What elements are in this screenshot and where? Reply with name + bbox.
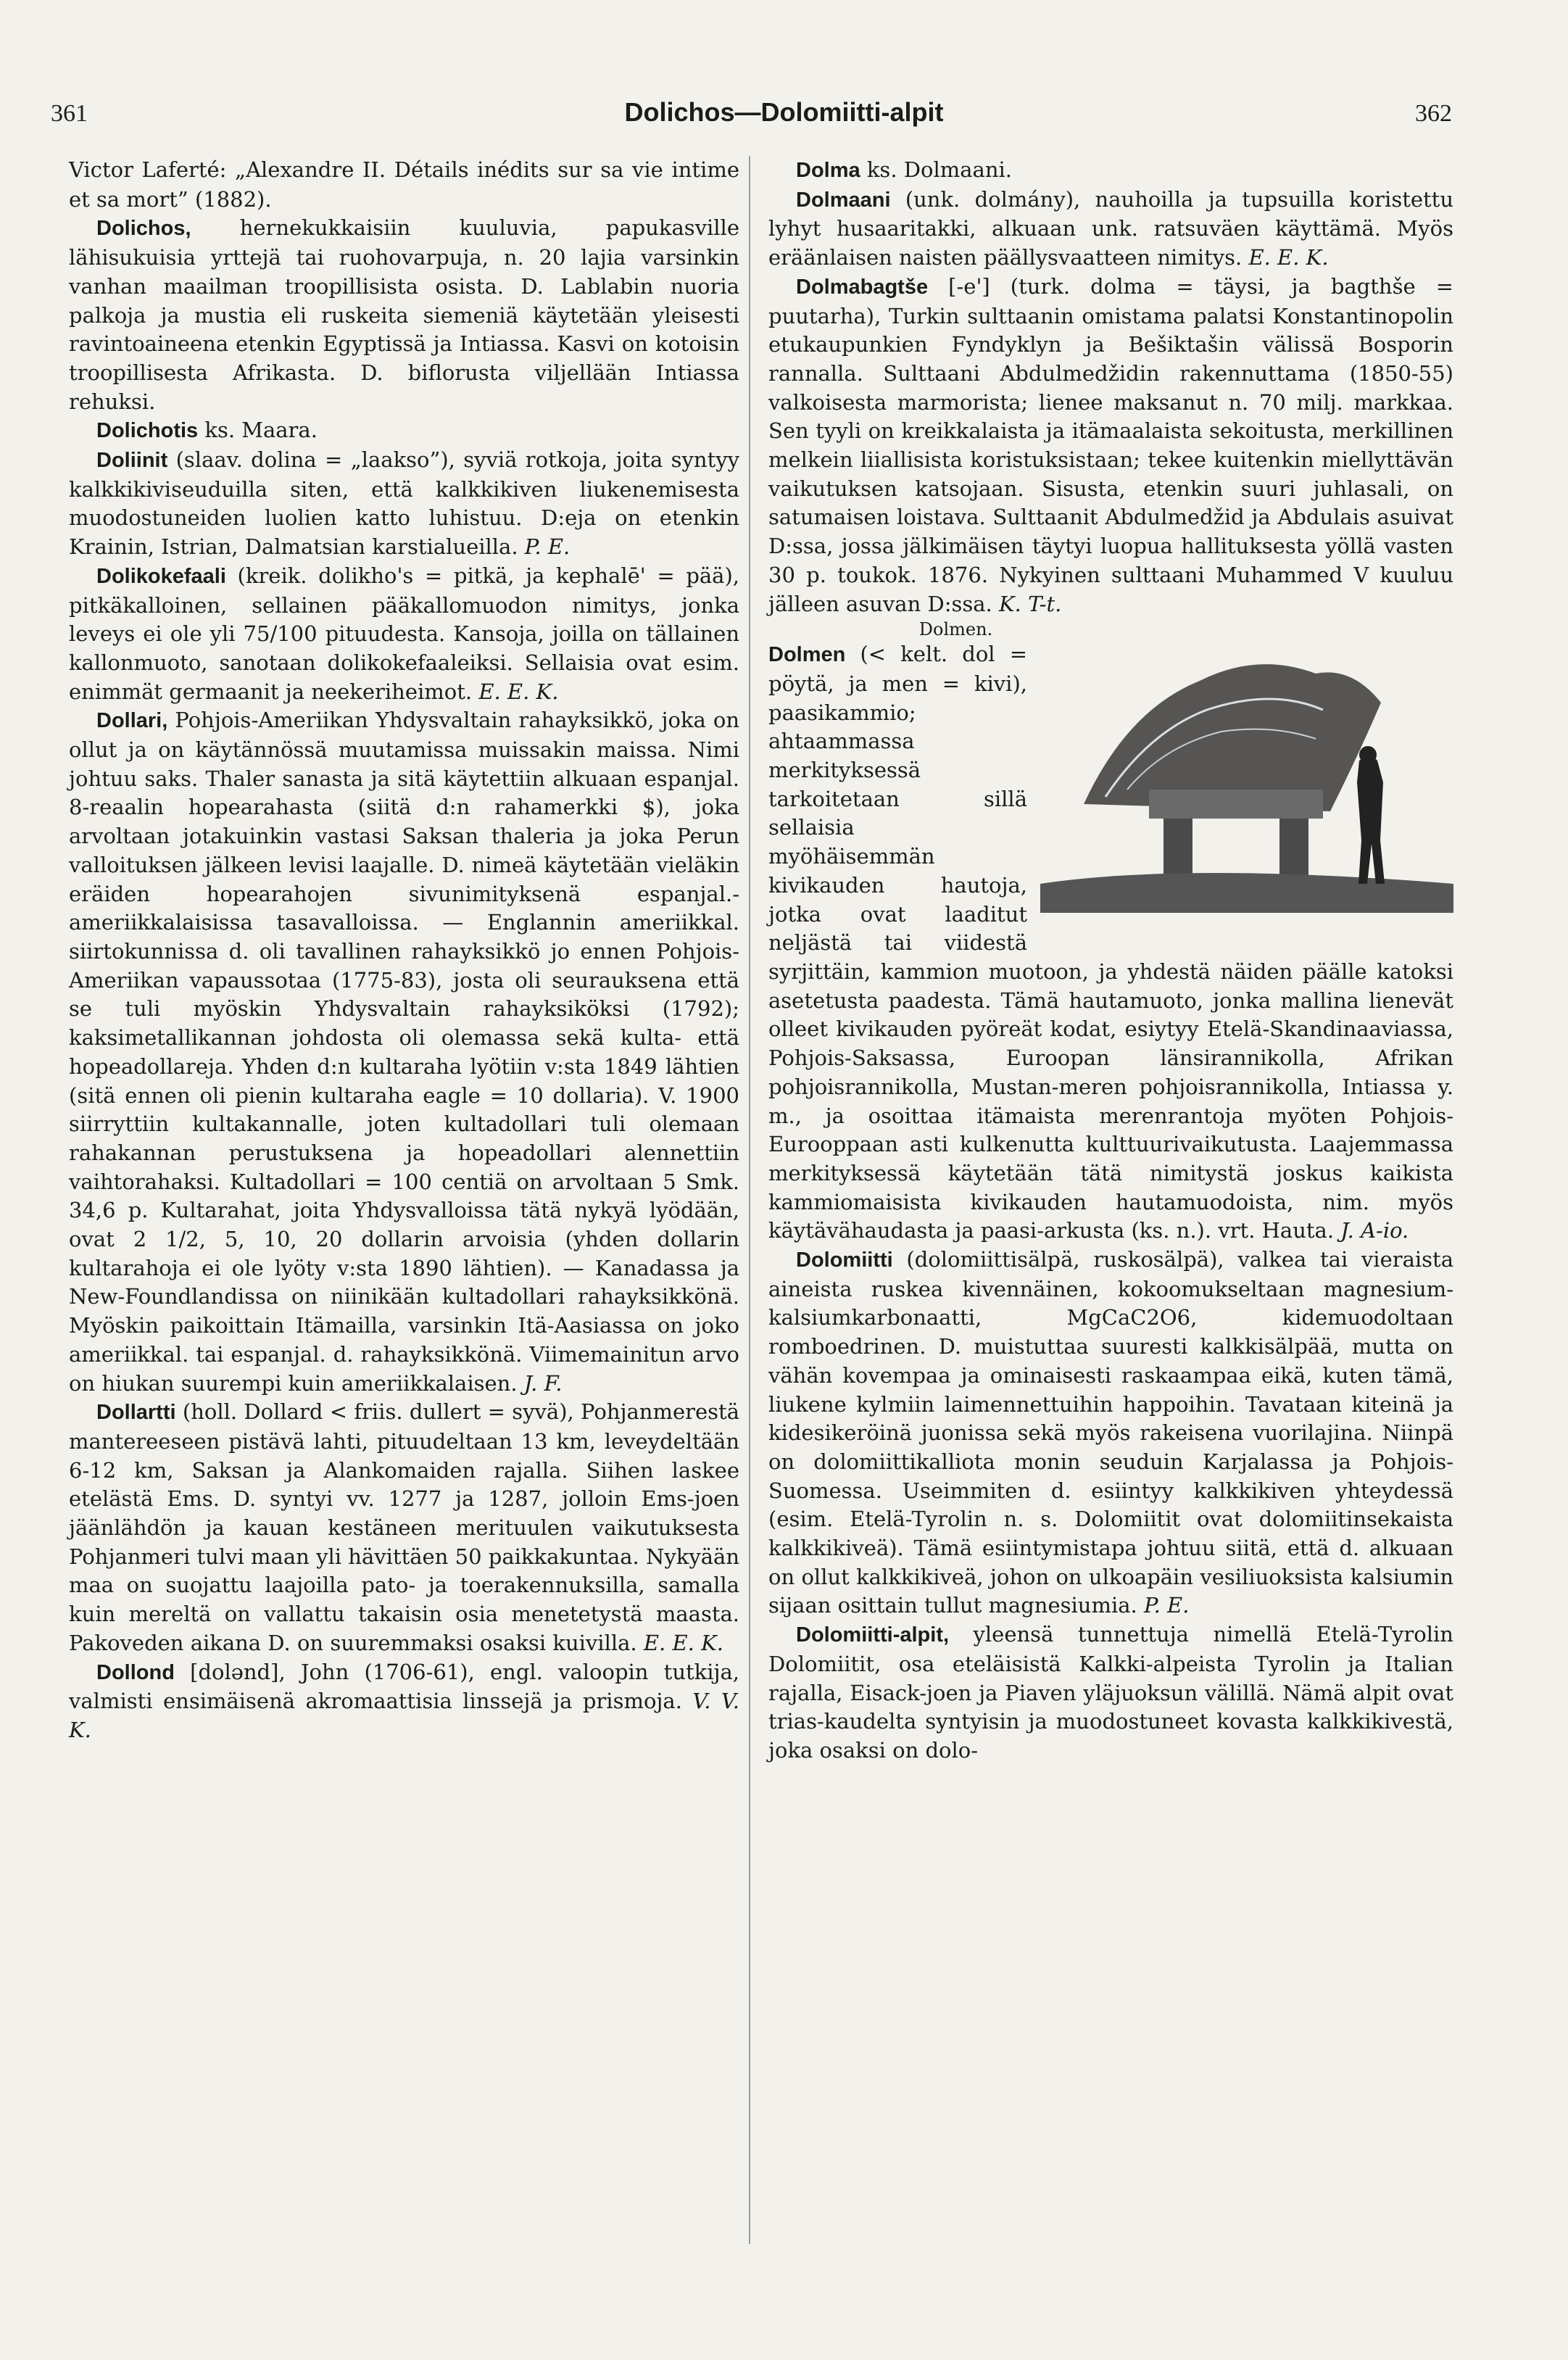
entry xyxy=(69,562,739,707)
entry xyxy=(768,1246,1453,1620)
entry xyxy=(768,273,1453,618)
entry xyxy=(69,446,739,562)
entry-text: (kreik. dolikho's = pitkä, ja kephalē' = pää), pitkäkalloinen, sellainen pääkallomuodon nimitys, jonka leveys ei ole yli 75/100 pituudesta. Kansoja, joilla on tällainen kallonmuoto, sanotaan dolikokefaaleiksi. Sellaisia ovat esim. enimmät germaanit ja neekeriheimot. xyxy=(69,563,739,704)
headword: Dollartti xyxy=(96,1401,176,1425)
entry-signature: K. T-t. xyxy=(998,591,1062,616)
headword: Dolmabagtše xyxy=(796,275,929,299)
entry-signature: P. E. xyxy=(524,534,571,560)
figure-caption: Dolmen. xyxy=(918,619,993,640)
running-title: Dolichos—Dolomiitti-alpit xyxy=(624,97,944,127)
entry-text: (holl. Dollard < friis. dullert = syvä), Pohjanmerestä mantereeseen pistävä lahti, pituudeltaan 13 km, leveydeltään 6-12 km, Saksan ja Alankomaiden rajalla. Siihen laskee etelästä Ems. D. syntyi vv. 1277 ja 1287, jolloin Ems-joen jäänlähdön ja kauan kestäneen merituulen vaikutuksesta Pohjanmeri tulvi maan yli hävittäen 50 paikkakuntaa. Nykyään maa on suojattu laajoilla pato- ja toerakennuksilla, samalla kuin mereltä on vallattu takaisin osia menetetystä maasta. Pakoveden aikana D. on suuremmaksi osaksi kuivilla. xyxy=(69,1399,739,1655)
entry-text: yleensä tunnettuja nimellä Etelä-Tyrolin Dolomiitit, osa eteläisistä Kalkki-alpeista Tyrolin ja Italian rajalla, Eisack-joen ja Piaven yläjuoksun välillä. Nämä alpit ovat trias-kaudelta syntyisin ja muodostuneet kovasta kalkkikivestä, joka osaksi on dolo- xyxy=(768,1622,1453,1763)
entry-text: Victor Laferté: „Alexandre II. Détails inédits sur sa vie intime et sa mort” (1882). xyxy=(69,157,739,212)
headword: Dolomiitti-alpit, xyxy=(796,1623,950,1647)
dolmen-figure xyxy=(1040,623,1453,935)
headword: Dolmen xyxy=(768,643,846,667)
entry-text: (< kelt. dol = pöytä, ja men = kivi), paasikammio; ahtaammassa merkityksessä tarkoitetaan sillä sellaisia myöhäisemmän kivikauden hautoja, jotka ovat laaditut neljästä tai viidestä syrjittäin, kammion muotoon, ja yhdestä näiden päälle katoksi asetetusta paadesta. Tämä hautamuoto, jonka mallina lienevät olleet kivikauden pyöreät kodat, esiytyy Etelä-Skandinaaviassa, Pohjois-Saksassa, Euroopan länsirannikolla, Afrikan pohjoisrannikolla, Mustan-meren pohjoisrannikolla, Intiassa y. m., ja osoittaa itämaista merenrantoja myöten Pohjois-Eurooppaan asti kulkenutta kulttuurivaikutusta. Laajemmassa merkityksessä käytetään tätä nimitystä joskus kaikista kammiomaisista kivikauden hautamuodoista, nim. myös käytävähaudasta ja paasi-arkusta (ks. n.). vrt. Hauta. xyxy=(768,642,1453,1243)
entry-text: [dolənd], John (1706-61), engl. valoopin tutkija, valmisti ensimäisenä akromaattisia linssejä ja prismoja. xyxy=(69,1659,739,1714)
entry-text: (unk. dolmány), nauhoilla ja tupsuilla koristettu lyhyt husaaritakki, alkuaan unk. ratsuväen käyttämä. Myös eräänlaisen naisten päällysvaatteen nimitys. xyxy=(768,186,1453,270)
entry xyxy=(69,1398,739,1657)
column-divider xyxy=(749,156,750,2244)
left-column xyxy=(69,156,739,1745)
entry-signature: E. E. K. xyxy=(1248,245,1329,270)
entry xyxy=(69,416,739,446)
page-number-left: 361 xyxy=(51,100,88,127)
entry-signature: J. A-io. xyxy=(1340,1218,1409,1243)
entry xyxy=(768,186,1453,273)
headword: Dolichotis xyxy=(96,419,199,443)
entry-text: ks. Maara. xyxy=(198,418,318,443)
headword: Dolomiitti xyxy=(796,1249,893,1272)
entry xyxy=(69,156,739,214)
headword: Dolikokefaali xyxy=(96,564,226,588)
entry-text: (dolomiittisälpä, ruskosälpä), valkea tai vieraista aineista ruskea kivennäinen, kokoomukseltaan magnesium-kalsiumkarbonaatti, MgCaC2O6, kidemuodoltaan romboedrinen. D. muistuttaa suuresti kalkkisälpää, mutta on vähän kovempaa ja ominaisesti raskaampaa eikä, kuten tämä, liukene kylmiin laimennettuihin happoihin. Tavataan kiteinä ja kidesikeröinä juonissa sekä myös rakeisena vuorilajina. Niinpä on dolomiittikalliota monin seuduin Karjalassa ja Pohjois-Suomessa. Useimmiten d. esiintyy kalkkikiven yhteydessä (esim. Etelä-Tyrolin n. s. Dolomiitit ovat dolomiitinsekaista kalkkikiveä). Tämä esiintymistapa johtuu siitä, että d. alkuaan on ollut kalkkikiveä, johon on ulkoapäin vesiliuoksista kalsiumin sijaan osittain tullut magnesiumia. xyxy=(768,1247,1453,1618)
headword: Dollari, xyxy=(96,709,168,733)
page-header xyxy=(0,94,1568,138)
page-number-right: 362 xyxy=(1415,100,1452,127)
entry-signature: J. F. xyxy=(523,1370,563,1396)
entry xyxy=(69,706,739,1398)
entry xyxy=(768,156,1453,186)
entry-signature: P. E. xyxy=(1143,1593,1190,1618)
entry-text: (slaav. dolina = „laakso”), syviä rotkoja, joita syntyy kalkkikiviseuduilla siten, että kalkkikiven liukenemisesta muodostuneiden luolien katto luhistuu. D:eja on etenkin Krainin, Istrian, Dalmatsian karstialueilla. xyxy=(69,447,739,560)
headword: Dolmaani xyxy=(796,188,891,212)
entry xyxy=(69,214,739,416)
entry-text: ks. Dolmaani. xyxy=(860,157,1012,182)
headword: Dolichos, xyxy=(96,217,191,241)
headword: Doliinit xyxy=(96,449,168,473)
entry-text: hernekukkaisiin kuuluvia, papukasville lähisukuisia yrttejä tai ruohovarpuja, n. 20 lajia varsinkin vanhan maailman troopillisista osista. D. Lablabin nuoria palkoja ja mustia eli ruskeita siemeniä käytetään yleisesti ravintoaineena etenkin Egyptissä ja Intiassa. Kasvi on kotoisin troopillisesta Afrikasta. D. biflorusta viljellään Intiassa rehuksi. xyxy=(69,215,739,414)
entry-signature: E. E. K. xyxy=(643,1630,723,1655)
headword: Dolma xyxy=(796,159,860,182)
entry-signature: E. E. K. xyxy=(478,679,559,704)
right-column xyxy=(768,156,1453,1765)
entry xyxy=(768,1620,1453,1765)
entry-text: [-e'] (turk. dolma = täysi, ja bagthše = puutarha), Turkin sulttaanin omistama palatsi Konstantinopolin etukaupunkien Fyndyklyn ja Bešiktašin välissä Bosporin rannalla. Sulttaani Abdulmedžidin rakennuttama (1850-55) valkoisesta marmorista; lienee maksanut n. 70 milj. markkaa. Sen tyyli on kreikkalaista ja itämaalaista sekoitusta, merkillinen melkein liiallisista koristuksistaan; tekee kuitenkin miellyttävän vaikutuksen katsojaan. Sisusta, etenkin suuri juhlasali, on satumaisen loistava. Sulttaanit Abdulmedžid ja Abdulais asuivat D:ssa, jossa jälkimäisen täytyi luopua hallituksesta yöllä vasten 30 p. toukok. 1876. Nykyinen sulttaani Muhammed V kuuluu jälleen asuvan D:ssa. xyxy=(768,273,1453,616)
entry-signature: V. V. K. xyxy=(69,1689,739,1742)
headword: Dollond xyxy=(96,1660,175,1684)
dolmen-illustration-icon xyxy=(1040,623,1453,913)
entry-text: Pohjois-Ameriikan Yhdysvaltain rahayksikkö, joka on ollut ja on käytännössä muutamissa muissakin maissa. Nimi johtuu saks. Thaler sanasta ja sitä käytettiin alkuaan espanjal. 8-reaalin hopearahasta (siitä d:n rahamerkki $), joka arvoltaan jotakuinkin vastasi Saksan thaleria ja joka Perun valloituksen jälkeen levisi laajalle. D. nimeä käytetään vieläkin eräiden hopearahojen sivunimityksenä espanjal.-ameriikkalaisissa tasavalloissa. — Englannin ameriikkal. siirtokunnissa d. oli tavallinen rahayksikkö jo ennen Pohjois-Ameriikan vapaussotaa (1775-83), josta oli seurauksena että se tuli myöskin Yhdysvaltain rahayksiköksi (1792); kaksimetallikannan johdosta oli olemassa sekä kulta- että hopeadollareja. Yhden d:n kultaraha lyötiin v:sta 1849 lähtien (sitä ennen oli pienin kultaraha eagle = 10 dollaria). V. 1900 siirryttiin kultakannalle, joten kultadollari tuli olemaan rahakannan perustuksena ja hopeadollari alennettiin vaihtorahaksi. Kultadollari = 100 centiä on arvoltaan 5 Smk. 34,6 p. Kultarahat, joita Yhdysvalloissa tätä nykyä lyödään, ovat 2 1/2, 5, 10, 20 dollarin arvoisia (yhden dollarin kultarahoja ei ole lyöty v:sta 1890 lähtien). — Kanadassa ja New-Foundlandissa on niinikään kultadollari rahayksikkönä. Myöskin paikoittain Itämailla, varsinkin Itä-Aasiassa on joko ameriikkal. tai espanjal. d. rahayksikkönä. Viimemainitun arvo on hiukan suurempi kuin ameriikkalaisen. xyxy=(69,708,739,1396)
entry xyxy=(69,1658,739,1745)
